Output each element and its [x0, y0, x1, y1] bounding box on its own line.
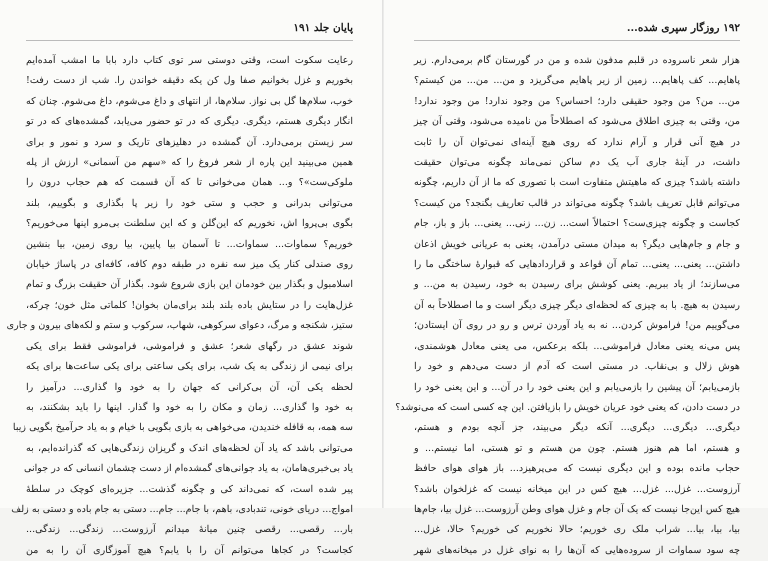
text-line: یاد بی‌خبری‌هامان، به یاد جوانی‌های گمشده‌ام از دست چشمان انسانی که در جوانی [23, 463, 353, 475]
text-line: داشته باشد؟ چیزی که ماهیتش متفاوت است با تصوری که ما از آن داریم، چگونه [414, 177, 740, 189]
text-line: می‌توانم قابل تعریف باشد؟ چگونه می‌تواند در قالب تعاریف بگنجد؟ من کیست؟ [414, 197, 740, 209]
text-line: شوند عشق در رگهای شعر؛ عشق و فراموشی، فراموشی فقط برای یکی [26, 340, 353, 352]
right-page [384, 0, 768, 556]
text-line: من، وقتی به چیزی اطلاق می‌شود که اصطلاحاً من نامیده می‌شود، وقتی آن چیز [414, 116, 740, 128]
text-line: هوش زلال و بی‌نقاب. در مستی است که آدم از دست می‌دهم و خود را [414, 361, 740, 373]
text-line: داشت، در آینهٔ جاری آب یک دم ساکن نمی‌ماند چگونه می‌توان حقیقت [414, 157, 740, 169]
text-line: می‌سازند؛ از یاد ببریم. یعنی کوشش برای رسیدن به خود، رسیدن به من... و [414, 279, 740, 291]
text-line: بخوریم و غزل بخوانیم صفا ول کن یکه دقیقه خواندن را. شب از دست رفت! [26, 75, 353, 87]
text-line: رعایت سکوت است، وقتی دوستی سر توی کتاب دارد بابا ما امشب آمده‌ایم [26, 55, 353, 66]
text-line: همین می‌بینید این پاره از شعر فروغ را که «سهم من آسمانی» ارزش از پله‌ [26, 157, 353, 169]
text-line: ملوکی‌ست»؟ و... همان می‌خوانی تا که آن قسمت که هم حجاب درون را [26, 177, 353, 189]
text-line: در دست دادن، که یعنی خود عریان خویش را بازیافتن. این چه کسی است که می‌نوشد؟ [395, 401, 740, 413]
text-line: کجاست؟ در کجاها می‌توانم آن را با یابم؟ هیچ آموزگاری آن را به من [26, 544, 353, 556]
text-line: هزار شعر ناسروده در قلبم مدفون شده و من در گورستان گام برمی‌دارم. زیر [414, 55, 740, 66]
text-line: لحظه یکی آن، آن بی‌کرانی که جهان را به خود وا گذاری... درآمیز را [26, 381, 353, 393]
text-line: می‌توانی باشد که یاد آن لحظه‌های اندک و گریزان زندگی‌هایی که گذرانده‌ایم، به [26, 442, 353, 454]
text-line: چه سود سماوات از سروده‌هایی که آن‌ها را به نوای غزل در میخانه‌های شهر [414, 544, 740, 556]
page-header [414, 22, 740, 41]
text-line: پیر شده است، که نمی‌داند کی و چگونه گذشت... جزیره‌ای کوچک در سلطهٔ [26, 483, 353, 495]
page-header-title: ۱۹۲ روزگار سپری شده... [626, 22, 740, 34]
text-line: پاهایم... کف پاهایم... زمین از زیر پاهایم می‌گریزد و من... من... من کیستم؟ [414, 75, 740, 87]
page-header-title: پایان جلد ۱۹۱ [293, 22, 353, 34]
text-line: رسیدن به هیچ. با به چیزی که لحظه‌ای دیگر چیزی دیگر است و ما اصطلاحاً به آن [414, 299, 740, 311]
text-line: در هیچ آنی قرار و آرام ندارد که روی هیچ آینه‌ای نمی‌توان آن را ثابت [414, 136, 740, 148]
text-line: سه همه، به قافله خندیدن، می‌خواهی به بازی بگویی با خیام و به یاد حرآمیخ بگویی زیبا [12, 422, 353, 434]
text-line: من... من؟ من وجود حقیقی دارد؛ احساس؟ من وجود ندارد! من وجود ندارد! [414, 95, 740, 107]
text-line: حجاب مانده بوده و این دیگری نیست که می‌پرهیزد... باز هوای هوای حافظ [414, 463, 740, 475]
text-line: پس می‌نه یعنی معادل فراموشی... بلکه برعکس، می یعنی معادل هوشمندی، [414, 340, 740, 352]
text-line: خوریم؟ سماوات... سماوات... تا آسمان بیا پایین، بیا روی زمین، بیا بنشین [26, 238, 353, 250]
text-line: سر زیستن برمی‌دارد. آن گمشده در دهلیزهای تاریک و سرد و نمور و برای [26, 136, 353, 148]
text-line: آرزوست... غزل... غزل... هیچ کس در این میخانه نیست که غزلخوان باشد؟ [414, 483, 740, 495]
page-body-text [395, 51, 740, 561]
text-line: اسلامبول و بگذار بین خودمان این بازی شروع شود. بگذار آن حقیقت بزرگ و تمام [26, 279, 353, 291]
text-line: خوب، سلام‌ها گل بی نواز. سلام‌ها، از انتهای و داغ می‌شوم، داغ می‌شوم. چنان که [26, 95, 353, 107]
text-line: به خود وا گذاری... زمان و مکان را به خود وا گذار. اینها را باید بشکنند، به [26, 401, 353, 413]
page-header [26, 22, 353, 41]
text-line: داشتن... یعنی... یعنی... تمام آن قواعد و قراردادهایی که قبوارهٔ ساختگی ما را [414, 259, 740, 271]
text-line: برای نیمی از زندگی به یک شب، برای یکی ساعتی برای یکی ساعت‌ها برای یکه [26, 361, 353, 373]
text-line: می‌گوییم من! فراموش کردن... نه به یاد آوردن ترس و رو در روی آن ایستادن؛ [414, 320, 740, 332]
text-line: ستیز، شکنجه و مرگ، دعوای سرکوهی، شهاب، سرکوب و ستم و لکه‌های بیرون و جاری [6, 320, 353, 332]
text-line: بگوی بی‌پروا اش، نخوریم که این‌گلن و که این سلطنت بی‌مرو اینها می‌خوریم؟ [26, 218, 353, 230]
text-line: روی صندلی کنار یک میز سه نفره در طبقه دوم کافه، کافه‌ای در پاساژ خیابان [26, 259, 353, 271]
text-line: و جام و جام‌هایی دیگر؟ به میدان مستی درآمدن، یعنی به عریانی خویش اذعان [414, 238, 740, 250]
text-line: می‌توانی بدرانی و حجب و ستی خود را زیر پا بگذاری و بگوییم، بلند [26, 197, 353, 209]
text-line: بار... رقصی... رقصی چنین میانهٔ میدانم آرزوست... زندگی... زندگی... [26, 524, 353, 536]
left-page [0, 0, 384, 556]
text-line: هیچ کس این‌جا نیست که یک آن جام و غزل هوای وطن آرزوست... غزل بیا، جام‌ها [414, 503, 740, 515]
text-line: غزل‌هایت را در ستایش باده بلند بلند برای‌مان بخوان! کلماتی مثل خون؛ چرکه، [26, 299, 353, 311]
text-line: بازمی‌یابم؛ آن پیشین را بازمی‌یابم و این یعنی خود را در آن... و این یعنی خود را [414, 381, 740, 393]
text-line: کجاست و چگونه چیزی‌ست؟ احتمالاً است... زن... زنی... یعنی... باز و باز، جام [414, 218, 740, 230]
text-line: امواج... دریای خونی، تندبادی، با‌هم، با جام... جام... دستی به جام باده و دستی به زلف [11, 503, 353, 515]
text-line: انگار دیگری هستم، دیگری. دیگری که در تو حضور می‌یابد، گمشده‌های که در تو [26, 116, 353, 128]
text-line: بیا، بیا، بیا... شراب ملک ری خوریم؛ حالا نخوریم کی خوریم؟ حالا، غزل... [414, 524, 740, 536]
page-body-text [6, 51, 353, 561]
text-line: و هستم، اما هم هنوز هستم. چون من هستم و تو هستی، اما نیستم... و [414, 442, 740, 454]
text-line: دیگری... دیگری... دیگری... آنکه دیگر می‌بیند، جز آنچه بودم و هستم، [414, 422, 740, 434]
